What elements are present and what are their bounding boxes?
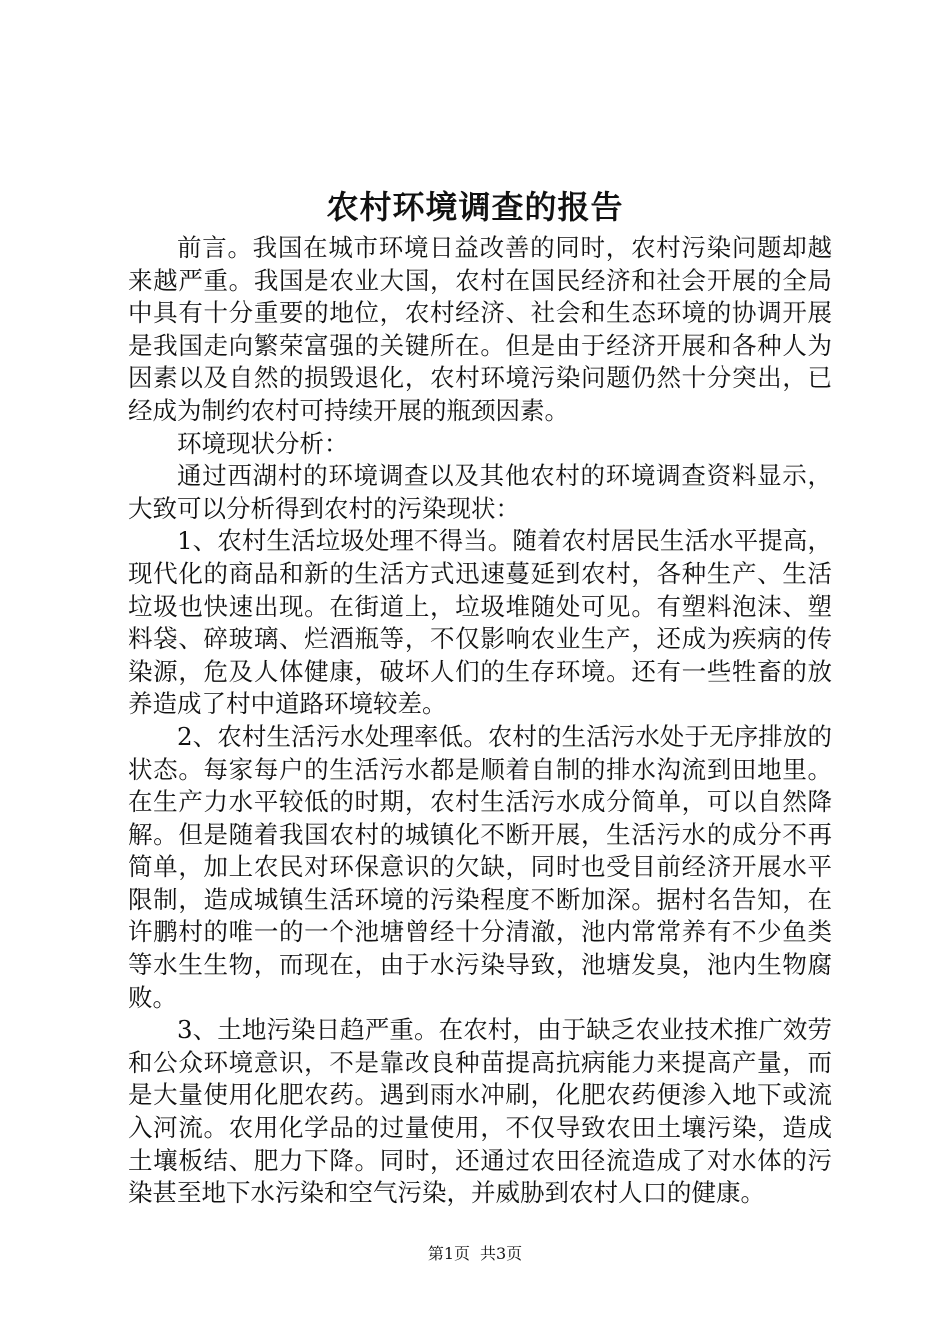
paragraph-intro: 通过西湖村的环境调查以及其他农村的环境调查资料显示，大致可以分析得到农村的污染现状： [128,461,832,523]
page-number: 第1页 [427,1244,470,1263]
page-footer [0,1242,950,1266]
paragraph-item-2: 2、农村生活污水处理率低。农村的生活污水处于无序排放的状态。每家每户的生活污水都是顺着自制的排水沟流到田地里。在生产力水平较低的时期，农村生活污水成分简单，可以自然降解。但是随着我国农村的城镇化不断开展，生活污水的成分不再简单，加上农民对环保意识的欠缺，同时也受目前经济开展水平限制，造成城镇生活环境的污染程度不断加深。据村名告知，在许鹏村的唯一的一个池塘曾经十分清澈，池内常常养有不少鱼类等水生生物，而现在，由于水污染导致，池塘发臭，池内生物腐败。 [128,721,832,1012]
paragraph-item-1: 1、农村生活垃圾处理不得当。随着农村居民生活水平提高，现代化的商品和新的生活方式迅速蔓延到农村，各种生产、生活垃圾也快速出现。在街道上，垃圾堆随处可见。有塑料泡沫、塑料袋、碎玻璃、烂酒瓶等，不仅影响农业生产，还成为疾病的传染源，危及人体健康，破坏人们的生存环境。还有一些牲畜的放养造成了村中道路环境较差。 [128,526,832,719]
document-body [128,232,832,1210]
document-title: 农村环境调查的报告 [326,188,624,226]
paragraph-preface: 前言。我国在城市环境日益改善的同时，农村污染问题却越来越严重。我国是农业大国，农村在国民经济和社会开展的全局中具有十分重要的地位，农村经济、社会和生态环境的协调开展是我国走向繁荣富强的关键所在。但是由于经济开展和各种人为因素以及自然的损毁退化，农村环境污染问题仍然十分突出，已经成为制约农村可持续开展的瓶颈因素。 [128,233,832,425]
paragraph-section-heading: 环境现状分析： [177,428,349,458]
page-total: 共3页 [480,1244,523,1263]
paragraph-item-3: 3、土地污染日趋严重。在农村，由于缺乏农业技术推广效劳和公众环境意识，不是靠改良种苗提高抗病能力来提高产量，而是大量使用化肥农药。遇到雨水冲刷，化肥农药便渗入地下或流入河流。农用化学品的过量使用，不仅导致农田土壤污染，造成土壤板结、肥力下降。同时，还通过农田径流造成了对水体的污染甚至地下水污染和空气污染，并威胁到农村人口的健康。 [128,1015,832,1208]
